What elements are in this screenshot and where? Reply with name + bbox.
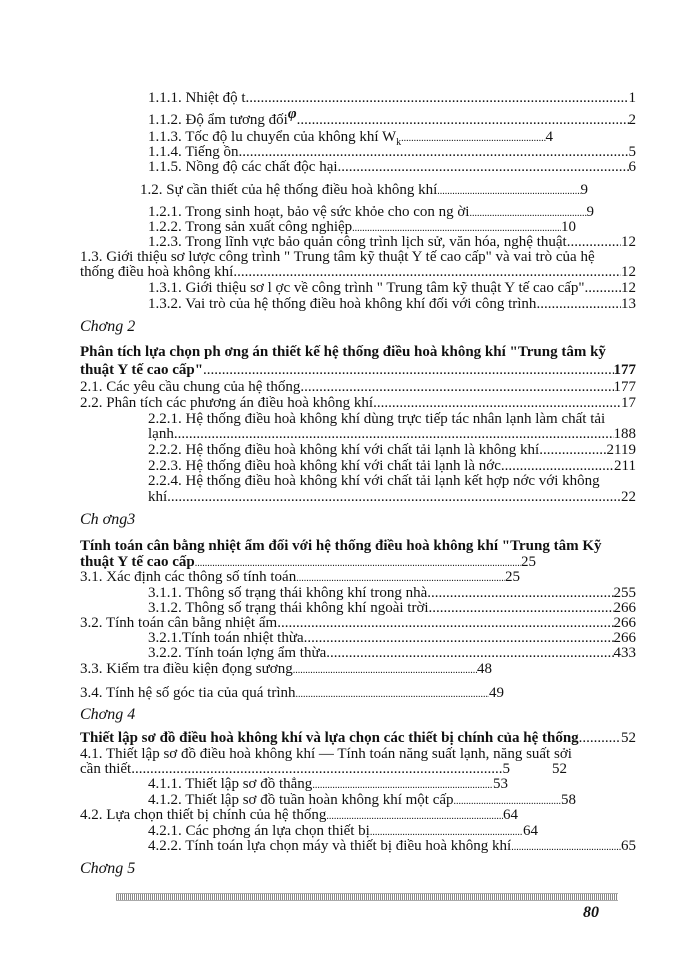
- toc-entry-2-2-3: 2.2.3. Hệ thống điều hoà không khí với chất tải lạnh là nớc ..... 211: [148, 457, 636, 475]
- toc-entry-3-2-2: 3.2.2. Tính toán lợng ẩm thừa ..... 433: [148, 644, 636, 662]
- toc-entry-1-3-line1: 1.3. Giới thiệu sơ lược công trình " Trung tâm kỹ thuật Y tế cao cấp" và vai trò của hệ: [80, 249, 595, 265]
- toc-entry-4-1-1: 4.1.1. Thiết lập sơ đồ thẳng ..... 53: [148, 775, 508, 795]
- phi-symbol: φ: [287, 111, 297, 122]
- toc-entry-2-2-4-line1: 2.2.4. Hệ thống điều hoà không khí với chất tải lạnh kết hợp nớc với không: [148, 473, 600, 489]
- toc-entry-4-1-page2: 52: [552, 761, 567, 777]
- toc-entry-1-1-2: 1.1.2. Độ ẩm tương đối φ ..... 2: [148, 111, 636, 129]
- chapter-3-label: Ch ơng3: [80, 511, 136, 528]
- toc-entry-1-1-5: 1.1.5. Nồng độ các chất độc hại ..... 6: [148, 158, 636, 176]
- toc-entry-1-2: 1.2. Sự cần thiết của hệ thống điều hoà không khí ..... 9: [140, 181, 588, 201]
- toc-entry-2-2-2: 2.2.2. Hệ thống điều hoà không khí với chất tải lạnh là không khí ..... 2119: [148, 441, 636, 459]
- toc-entry-1-3-2: 1.3.2. Vai trò của hệ thống điều hoà không khí đối với công trình ..... 13: [148, 295, 636, 313]
- toc-entry-1-1-1: 1.1.1. Nhiệt độ t ..... 1: [148, 89, 636, 107]
- chapter-2-title-line1: Phân tích lựa chọn ph ơng án thiết kế hệ thống điều hoà không khí "Trung tâm kỹ: [80, 344, 606, 360]
- toc-entry-1-1-4: 1.1.4. Tiếng ồn ..... 5: [148, 143, 636, 161]
- toc-entry-2-2-1-line2: lạnh ..... 188: [148, 425, 636, 443]
- toc-entry-3-2: 3.2. Tính toán cân bằng nhiệt ẩm ..... 266: [80, 614, 636, 632]
- toc-entry-1-1-3: 1.1.3. Tốc độ lu chuyển của không khí W k ..... 4: [148, 128, 553, 148]
- chapter-4-label: Chơng 4: [80, 706, 136, 723]
- chapter-5-label: Chơng 5: [80, 860, 136, 877]
- toc-entry-3-4: 3.4. Tính hệ số góc tia của quá trình ..... 49: [80, 684, 504, 704]
- chapter-2-title-line2: thuật Y tế cao cấp" ..... 177: [80, 361, 636, 379]
- toc-entry-3-2-1: 3.2.1.Tính toán nhiệt thừa ..... 266: [148, 629, 636, 647]
- toc-entry-4-1-2: 4.1.2. Thiết lập sơ đồ tuần hoàn không khí một cấp ..... 58: [148, 791, 576, 811]
- toc-entry-4-1-line1: 4.1. Thiết lập sơ đồ điều hoà không khí — Tính toán năng suất lạnh, năng suất sởi: [80, 746, 572, 762]
- page-number: 80: [583, 904, 599, 921]
- toc-entry-3-1: 3.1. Xác định các thông số tính toán ..... 25: [80, 568, 520, 588]
- toc-entry-2-2-4-line2: khí ..... 22: [148, 488, 636, 506]
- toc-entry-4-2-1: 4.2.1. Các phơng án lựa chọn thiết bị ..... 64: [148, 822, 538, 842]
- toc-entry-3-1-2: 3.1.2. Thông số trạng thái không khí ngoài trời ..... 266: [148, 599, 636, 617]
- footer-divider: [116, 893, 618, 901]
- chapter-3-title-line2: thuật Y tế cao cấp ..... 25: [80, 553, 536, 573]
- toc-entry-2-2-1-line1: 2.2.1. Hệ thống điều hoà không khí dùng trực tiếp tác nhân lạnh làm chất tải: [148, 411, 606, 427]
- toc-entry-1-2-3: 1.2.3. Trong lĩnh vực bảo quản công trình lịch sử, văn hóa, nghệ thuật ..... 12: [148, 233, 636, 251]
- toc-entry-1-2-1: 1.2.1. Trong sinh hoạt, bảo vệ sức khỏe cho con ng ời ..... 9: [148, 203, 594, 223]
- toc-entry-3-3: 3.3. Kiểm tra điều kiện đọng sương ..... 48: [80, 660, 492, 680]
- toc-entry-1-3-line2: thống điều hoà không khí. ..... 12: [80, 263, 636, 281]
- toc-entry-2-2: 2.2. Phân tích các phương án điều hoà không khí ..... 17: [80, 394, 636, 412]
- chapter-4-title: Thiết lập sơ đồ điều hoà không khí và lựa chọn các thiết bị chính của hệ thống ..... 52: [80, 729, 636, 747]
- toc-entry-3-1-1: 3.1.1. Thông số trạng thái không khí trong nhà ..... 255: [148, 584, 636, 602]
- toc-entry-4-2: 4.2. Lựa chọn thiết bị chính của hệ thống ..... 64: [80, 806, 518, 826]
- toc-entry-1-2-2: 1.2.2. Trong sản xuất công nghiệp ..... 10: [148, 218, 576, 238]
- chapter-3-title-line1: Tính toán cân bằng nhiệt ẩm đối với hệ thống điều hoà không khí "Trung tâm Kỹ: [80, 538, 602, 554]
- toc-entry-1-3-1: 1.3.1. Giới thiệu sơ l ợc về công trình " Trung tâm kỹ thuật Y tế cao cấp" ..... 12: [148, 279, 636, 297]
- toc-entry-4-2-2: 4.2.2. Tính toán lựa chọn máy và thiết bị điều hoà không khí ..... 65: [148, 837, 636, 857]
- toc-entry-2-1: 2.1. Các yêu cầu chung của hệ thống ..... 177: [80, 378, 636, 396]
- toc-entry-4-1-line2: cần thiết ..... 5: [80, 760, 510, 778]
- chapter-2-label: Chơng 2: [80, 318, 136, 335]
